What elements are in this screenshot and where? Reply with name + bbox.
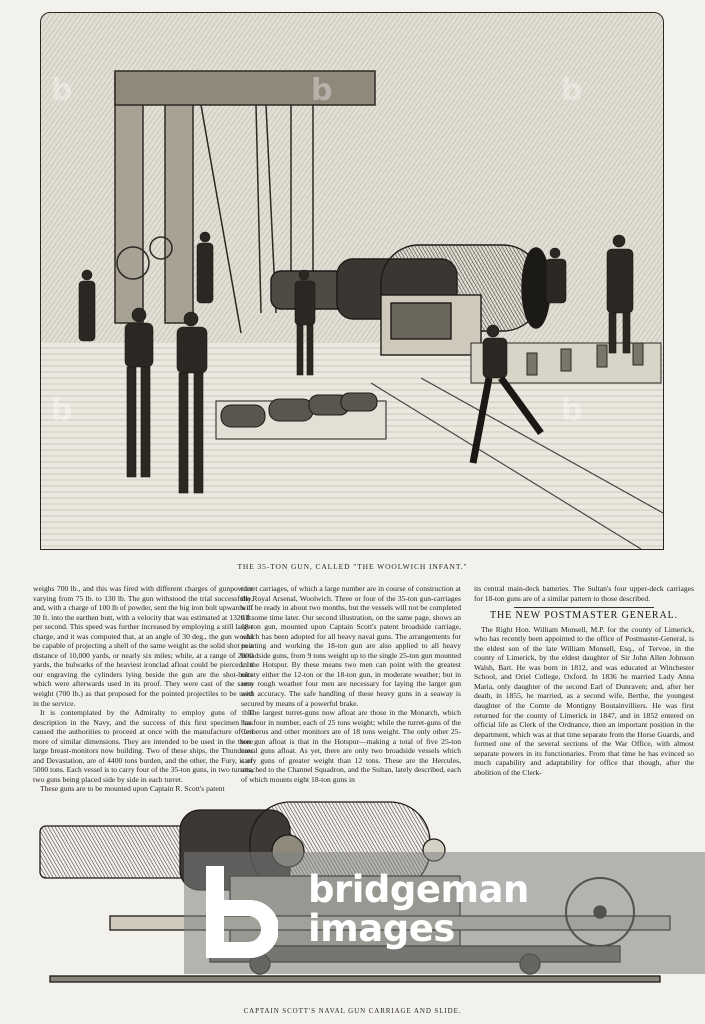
lower-plate-caption: CAPTAIN SCOTT'S NAVAL GUN CARRIAGE AND SLIDE. [243,1007,462,1015]
article-paragraph: weighs 700 lb., and this was fired with different charges of gunpowder varying from 75 lb. to 130 lb. The gun withstood the trial successfully, and, with a charge of 100 lb of powder, sent the big iron bolt upwards of 30 ft. into the earthen butt, with a velocity that was estimated at 1320 ft. per second. This speed was further increased by employing a still larger charge, and it was computed that, at an angle of 30 deg., the gun would be capable of projecting a shell of the same weight as the solid shot to a distance of 10,000 yards, or nearly six miles; while, at a range of 2000 yards, the bulwarks of the heaviest ironclad afloat could be pierced. In our engraving the cylinders lying beside the gun are the shot-bolts which were afterwards used in its proof. They were cast of the same weight (700 lb.) as that proposed for the pointed projectiles to be used in the service. [33,584,253,708]
article-paragraph: The largest turret-guns now afloat are those in the Monarch, which has four in number, each of 25 tons weight; while the turret-guns of the Cerberus and other monitors are of 18 tons weight. The only other 25-ton gun afloat is that in the Hotspur—making a total of five 25-ton naval guns afloat. As yet, there are only two broadside vessels which carry guns of greater weight than 12 tons. These are the Hercules, attached to the Channel Squadron, and the Sultan, lately described, each of which mounts eight 18-ton guns in [241,708,461,784]
watermark-line-bridgeman: bridgeman [308,868,529,911]
middle-text-column [241,584,461,784]
postmaster-heading: THE NEW POSTMASTER GENERAL. [489,610,678,622]
watermark-faint-b: b [51,393,73,428]
article-paragraph: It is contemplated by the Admiralty to employ guns of this description in the Navy, and the success of this first specimen has caused the authorities to proceed at once with the manufacture of ten more of similar dimensions. They are intended to be used in the three large breast-monitors now building. Two of these ships, the Thunderer and Devastation, are of 4400 tons burden, and the other, the Fury, is of 5000 tons. Each vessel is to carry four of the 35-ton guns, in two turrets, two guns being placed side by side in each turret. [33,708,253,784]
top-plate-caption: THE 35-TON GUN, CALLED "THE WOOLWICH INFANT." [237,562,468,571]
watermark-faint-b: b [561,393,583,428]
article-paragraph: The Right Hon. William Monsell, M.P. for the county of Limerick, who has recently been appointed to the office of Postmaster-General, is the eldest son of the late William Monsell, Esq., of Tervoe, in the county of Limerick, by the eldest daughter of Sir John Allen Johnson Walsh, Bart. He was born in 1812, and was educated at Winchester School, and Oriel College, Oxford. In 1836 he married Lady Anna Maria, only daughter of the second Earl of Dunraven; and, after her death, in 1855, he married, as a second wife, Berthe, the youngest daughter of the Comte de Montigny Boutainvilliers. He was first returned for the county of Limerick in 1847, and in 1852 entered on official life as Clerk of the Ordnance, then an important position in the department, which was at that time separate from the Horse Guards, and formed one of the several sections of the War Office, with almost separate powers in its functionaries. From that time he has evinced so much capability and adaptability for office that though, after the abolition of the Clerk- [474,624,694,777]
left-text-column [33,584,253,794]
watermark-faint-b: b [51,73,73,108]
watermark-line-images: images [308,907,455,950]
section-divider [514,607,654,608]
right-text-column [474,584,694,777]
bridgeman-b-logo-icon [206,866,278,958]
article-paragraph: These guns are to be mounted upon Captain R. Scott's patent [40,784,225,794]
article-paragraph: its central main-deck batteries. The Sultan's four upper-deck carriages for 18-ton guns are of a similar pattern to those described. [474,584,694,603]
woolwich-infant-engraving [40,12,664,550]
article-paragraph: turret carriages, of which a large number are in course of construction at the Royal Arsenal, Woolwich. Three or four of the 35-ton gun-carriages will be ready in about two months, but the vessels will not be completed till some time later. Our second illustration, on the same page, shows an 18-ton gun, mounted upon Captain Scott's patent broadside carriage, which has been adopted for all heavy naval guns. The arrangements for pointing and working the 18-ton gun are also applied to all heavy broadside guns, from 9 tons weight up to the single 25-ton gun mounted in the Hotspur. By these means two men can point with the greatest nicety either the 12-ton or the 18-ton gun, in moderate weather; but in very rough weather four men are necessary for laying the larger gun with accuracy. The safe handling of these heavy guns in a seaway is secured by means of a powerful brake. [241,584,461,708]
bridgeman-watermark [184,852,705,974]
watermark-faint-b: b [311,73,333,108]
watermark-faint-b: b [561,73,583,108]
watermark-wordmark [308,870,529,948]
